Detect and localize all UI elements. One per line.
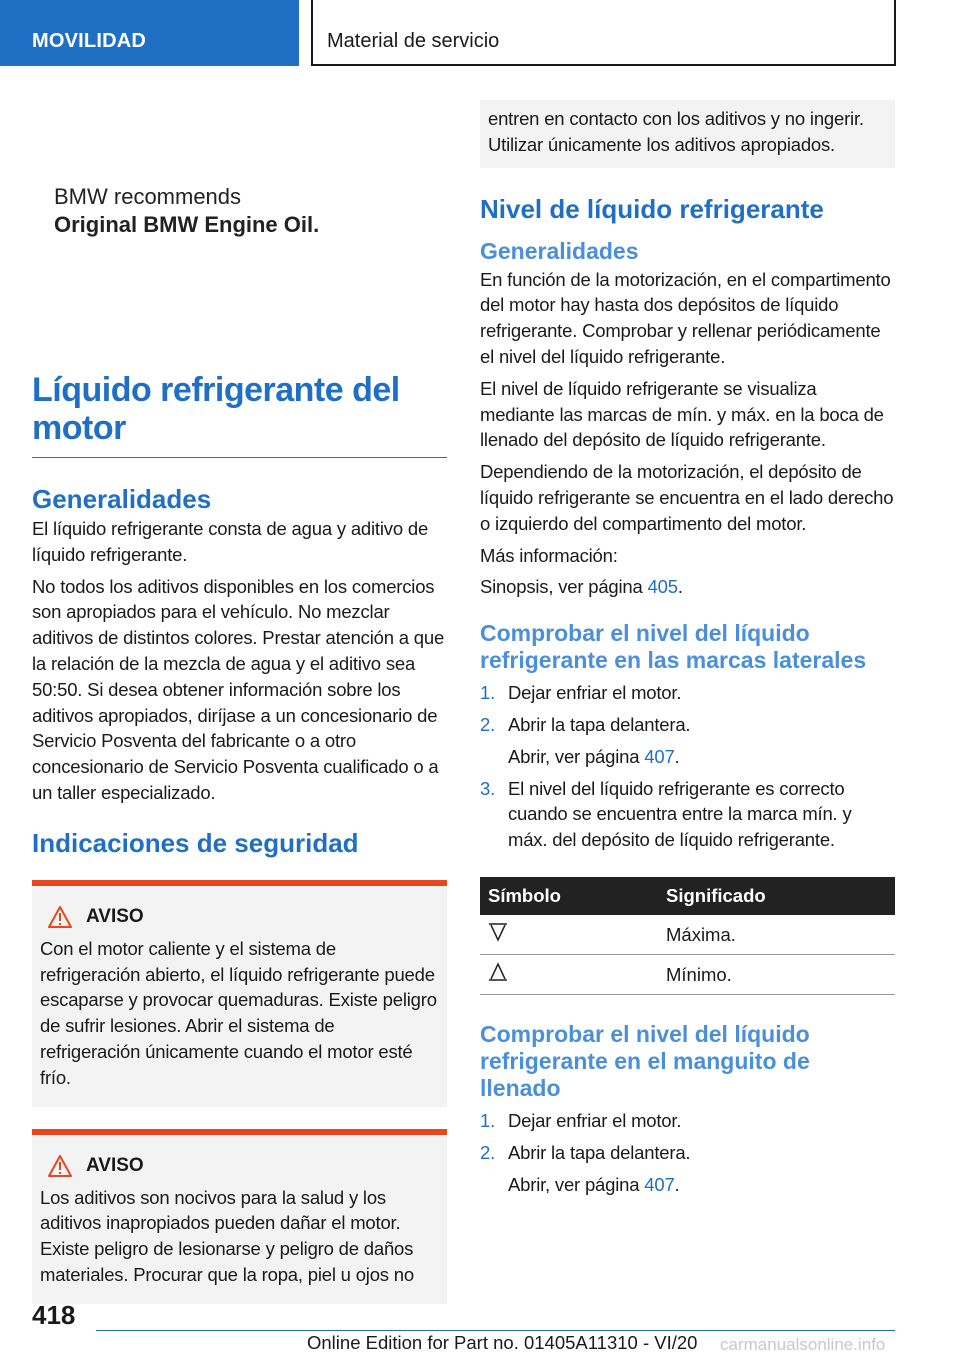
general-paragraph-2: No todos los aditivos disponibles en los comercios son apropiados para el vehículo. No mezclar aditivos de distintos colores. Prestar atención a que la relación de la mezcla de agua y el aditivo sea 50:50. Si desea obtener información sobre los aditivos apropiados, diríjase a un concesionario de Servicio Posventa del fabricante o a otro concesionario de Servicio Posventa cualificado o a un taller especializado. [32,575,445,803]
step-text: Dejar enfriar el motor. [508,1110,682,1132]
column-header-meaning: Significado [658,877,895,915]
table-row [480,955,895,995]
column-header-symbol: Símbolo [480,877,658,915]
warning-label: AVISO [86,1154,144,1176]
check-side-marks-heading: Comprobar el nivel del líquido refrigerante en las marcas laterales [480,620,867,674]
right-column [480,100,895,1204]
general-heading: Generalidades [32,484,212,514]
warning-header [48,906,439,928]
reference-text: Abrir, ver página [508,745,645,767]
page-link[interactable]: 407 [644,1174,675,1196]
level-paragraph-3: Dependiendo de la motorización, el depósito de líquido refrigerante se encuentra en el lado derecho o izquierdo del compartimento del motor. [480,461,894,534]
side-check-steps [480,680,895,853]
step-number: 2. [480,713,496,735]
safety-heading: Indicaciones de seguridad [32,827,359,858]
chapter-label: Material de servicio [327,30,500,52]
chapter-tab [311,0,896,66]
general-heading: Generalidades [480,237,639,264]
step-text: El nivel del líquido refrigerante es correcto cuando se encuentra entre la marca mín. y máx. del depósito de líquido refrigerante. [508,777,852,851]
symbol-table [480,877,895,996]
ad-line-1: BMW recommends [54,184,242,209]
step-reference: Abrir, ver página 407. [508,745,680,767]
general-paragraph-1: El líquido refrigerante consta de agua y aditivo de líquido refrigerante. [32,518,429,565]
coolant-level-heading: Nivel de líquido refrigerante [480,193,824,224]
min-mark-icon [488,962,508,982]
step-number: 1. [480,682,496,704]
step-text: Dejar enfriar el motor. [508,682,682,704]
max-mark-icon [488,922,508,942]
reference-text: Abrir, ver página [508,1174,645,1196]
meaning-cell: Máxima. [658,915,895,955]
watermark: carmanualsonline.info [720,1335,886,1354]
warning-label: AVISO [86,905,144,927]
table-header-row [480,877,895,915]
level-paragraph-2: El nivel de líquido refrigerante se visualiza mediante las marcas de mín. y máx. en la boca de llenado del depósito de líquido refrigerante. [480,377,884,451]
list-item [480,776,895,853]
footer-divider [96,1330,895,1331]
synopsis-text: Sinopsis, ver página [480,576,648,598]
check-filler-neck-heading: Comprobar el nivel del líquido refrigerante en el manguito de llenado [480,1021,810,1102]
section-tab [0,0,299,66]
list-item [480,1108,895,1134]
meaning-cell: Mínimo. [658,955,895,995]
edition-note: Online Edition for Part no. 01405A11310 - VI/20 [307,1332,698,1353]
level-paragraph-1: En función de la motorización, en el compartimento del motor hay hasta dos depósitos de líquido refrigerante. Comprobar y rellenar periódicamente el nivel del líquido refrigerante. [480,268,891,367]
symbol-cell [480,955,658,995]
step-number: 2. [480,1142,496,1164]
step-reference: Abrir, ver página 407. [508,1174,680,1196]
warning-text-continued: entren en contacto con los aditivos y no ingerir. Utilizar únicamente los aditivos apropiados. [488,108,864,155]
warning-header [48,1155,439,1177]
step-text: Abrir la tapa delantera. [508,1142,691,1164]
ad-line-2: Original BMW Engine Oil. [54,212,320,237]
synopsis-reference: Sinopsis, ver página 405. [480,576,683,598]
page-title: Líquido refrigerante del motor [32,371,447,458]
step-text: Abrir la tapa delantera. [508,713,691,735]
list-item [480,1140,895,1198]
warning-box-1 [32,880,447,1107]
warning-text: Los aditivos son nocivos para la salud y los aditivos inapropiados pueden dañar el motor. Existe peligro de lesionarse y peligro de daños materiales. Procurar que la ropa, piel u ojos no [40,1186,414,1285]
more-info-label: Más información: [480,544,618,566]
symbol-cell [480,915,658,955]
page-link[interactable]: 407 [644,745,675,767]
page-number: 418 [32,1300,76,1330]
table-row [480,915,895,955]
warning-triangle-icon [48,1155,72,1177]
warning-text: Con el motor caliente y el sistema de refrigeración abierto, el líquido refrigerante puede escaparse y provocar quemaduras. Existe peligro de sufrir lesiones. Abrir el sistema de refrigeración únicamente cuando el motor esté frío. [40,937,437,1088]
page-header [0,0,960,66]
warning-box-2 [32,1129,447,1304]
warning-triangle-icon [48,906,72,928]
step-number: 1. [480,1110,496,1132]
left-column [32,100,447,1304]
bmw-oil-ad [32,100,447,350]
list-item [480,680,895,706]
section-label: MOVILIDAD [32,30,147,52]
synopsis-page-link[interactable]: 405 [647,576,678,598]
step-number: 3. [480,777,496,799]
list-item [480,712,895,770]
warning-box-2-continued [480,100,895,168]
filler-check-steps [480,1108,895,1197]
